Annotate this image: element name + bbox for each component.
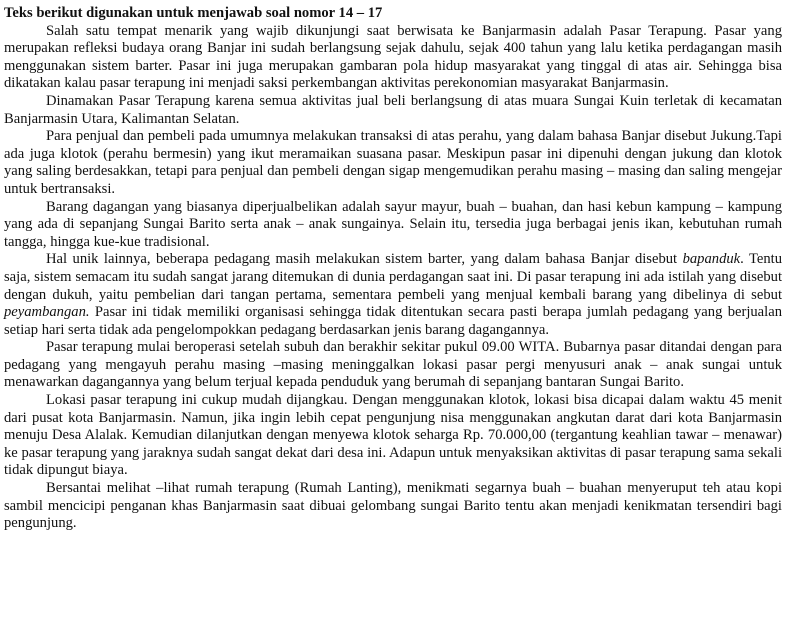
paragraph-5 — [4, 251, 782, 339]
paragraph-text: Salah satu tempat menarik yang wajib dikunjungi saat berwisata ke Banjarmasin adalah Pasar Terapung. Pasar yang merupakan refleksi budaya orang Banjar ini sudah berlangsung sejak dahulu, sejak 400 tahun yang lalu ketika perdagangan masih menggunakan sistem barter. Pasar ini juga merupakan gambaran pola hidup masyarakat yang tinggal di atas air. Sehingga bisa dikatakan kalau pasar terapung ini menjadi saksi perkembangan aktivitas perekonomian masyarakat Banjarmasin. — [4, 22, 782, 92]
italic-term-bapanduk: bapanduk — [682, 251, 741, 268]
paragraph-6 — [4, 339, 782, 392]
paragraph-text: Barang dagangan yang biasanya diperjualbelikan adalah sayur mayur, buah – buahan, dan hasi kebun kampung – kampung yang ada di sepanjang Sungai Barito serta anak – anak sungainya. Selain itu, tersedia juga berbagai jenis ikan, kebutuhan rumah tangga, hingga kue-kue tradisional. — [4, 198, 782, 250]
paragraph-7 — [4, 392, 782, 480]
paragraph-text: Bersantai melihat –lihat rumah terapung (Rumah Lanting), menikmati segarnya buah – buahan menyeruput teh atau kopi sambil mencicipi penganan khas Banjarmasin saat dibuai gelombang sungai Barito tentu akan menjadi kenikmatan tersendiri bagi pengunjung. — [4, 480, 782, 532]
document-page — [4, 5, 782, 533]
paragraph-2 — [4, 93, 782, 128]
paragraph-4 — [4, 199, 782, 252]
paragraph-3 — [4, 128, 782, 198]
paragraph-text: Pasar terapung mulai beroperasi setelah subuh dan berakhir sekitar pukul 09.00 WITA. Bubarnya pasar ditandai dengan para pedagang yang mengayuh perahu masing –masing meninggalkan lokasi pasar pergi menyusuri anak – anak sungai untuk menawarkan dagangannya yang belum terjual kepada penduduk yang berumah di sepanjang bantaran Sungai Barito. — [4, 339, 782, 391]
paragraph-8 — [4, 480, 782, 533]
paragraph-text: Dinamakan Pasar Terapung karena semua aktivitas jual beli berlangsung di atas muara Sungai Kuin terletak di kecamatan Banjarmasin Utara, Kalimantan Selatan. — [4, 92, 782, 127]
paragraph-text: . Tentu saja, sistem semacam itu sudah sangat jarang ditemukan di dunia perdagangan saat ini. Di pasar terapung ini ada istilah yang disebut dengan dukuh, yaitu pembelian dari tangan pertama, sementara pembeli yang menjual kembali barang yang dibelinya di sebut — [4, 251, 782, 303]
paragraph-text: Hal unik lainnya, beberapa pedagang masih melakukan sistem barter, yang dalam bahasa Banjar disebut — [46, 251, 683, 268]
paragraph-1 — [4, 23, 782, 93]
passage-heading: Teks berikut digunakan untuk menjawab soal nomor 14 – 17 — [4, 5, 383, 21]
italic-term-peyambangan: peyambangan. — [4, 304, 90, 321]
paragraph-text: Pasar ini tidak memiliki organisasi sehingga tidak ditentukan secara pasti berapa jumlah pedagang yang berjualan setiap hari serta tidak ada pengelompokkan pedagang berdasarkan jenis barang dagangannya. — [4, 304, 782, 338]
paragraph-text: Lokasi pasar terapung ini cukup mudah dijangkau. Dengan menggunakan klotok, lokasi bisa dicapai dalam waktu 45 menit dari pusat kota Banjarmasin. Namun, jika ingin lebih cepat pengunjung nisa menggunakan angkutan darat dari kota Banjarmasin menuju Desa Alalak. Kemudian dilanjutkan dengan menyewa klotok seharga Rp. 70.000,00 (tergantung keahlian tawar – menawar) ke pasar terapung yang jaraknya sudah sangat dekat dari desa ini. Adapun untuk menyaksikan aktivitas di pasar terapung sama sekali tidak dipungut biaya. — [4, 392, 782, 479]
paragraph-text: Para penjual dan pembeli pada umumnya melakukan transaksi di atas perahu, yang dalam bahasa Banjar disebut Jukung.Tapi ada juga klotok (perahu bermesin) yang ikut meramaikan suasana pasar. Meskipun pasar ini dipenuhi dengan jukung dan klotok yang saling berdesakkan, tetapi para penjual dan pembeli dengan sigap mengemudikan perahu masing – masing dan saling mengejar untuk bertransaksi. — [4, 128, 782, 197]
